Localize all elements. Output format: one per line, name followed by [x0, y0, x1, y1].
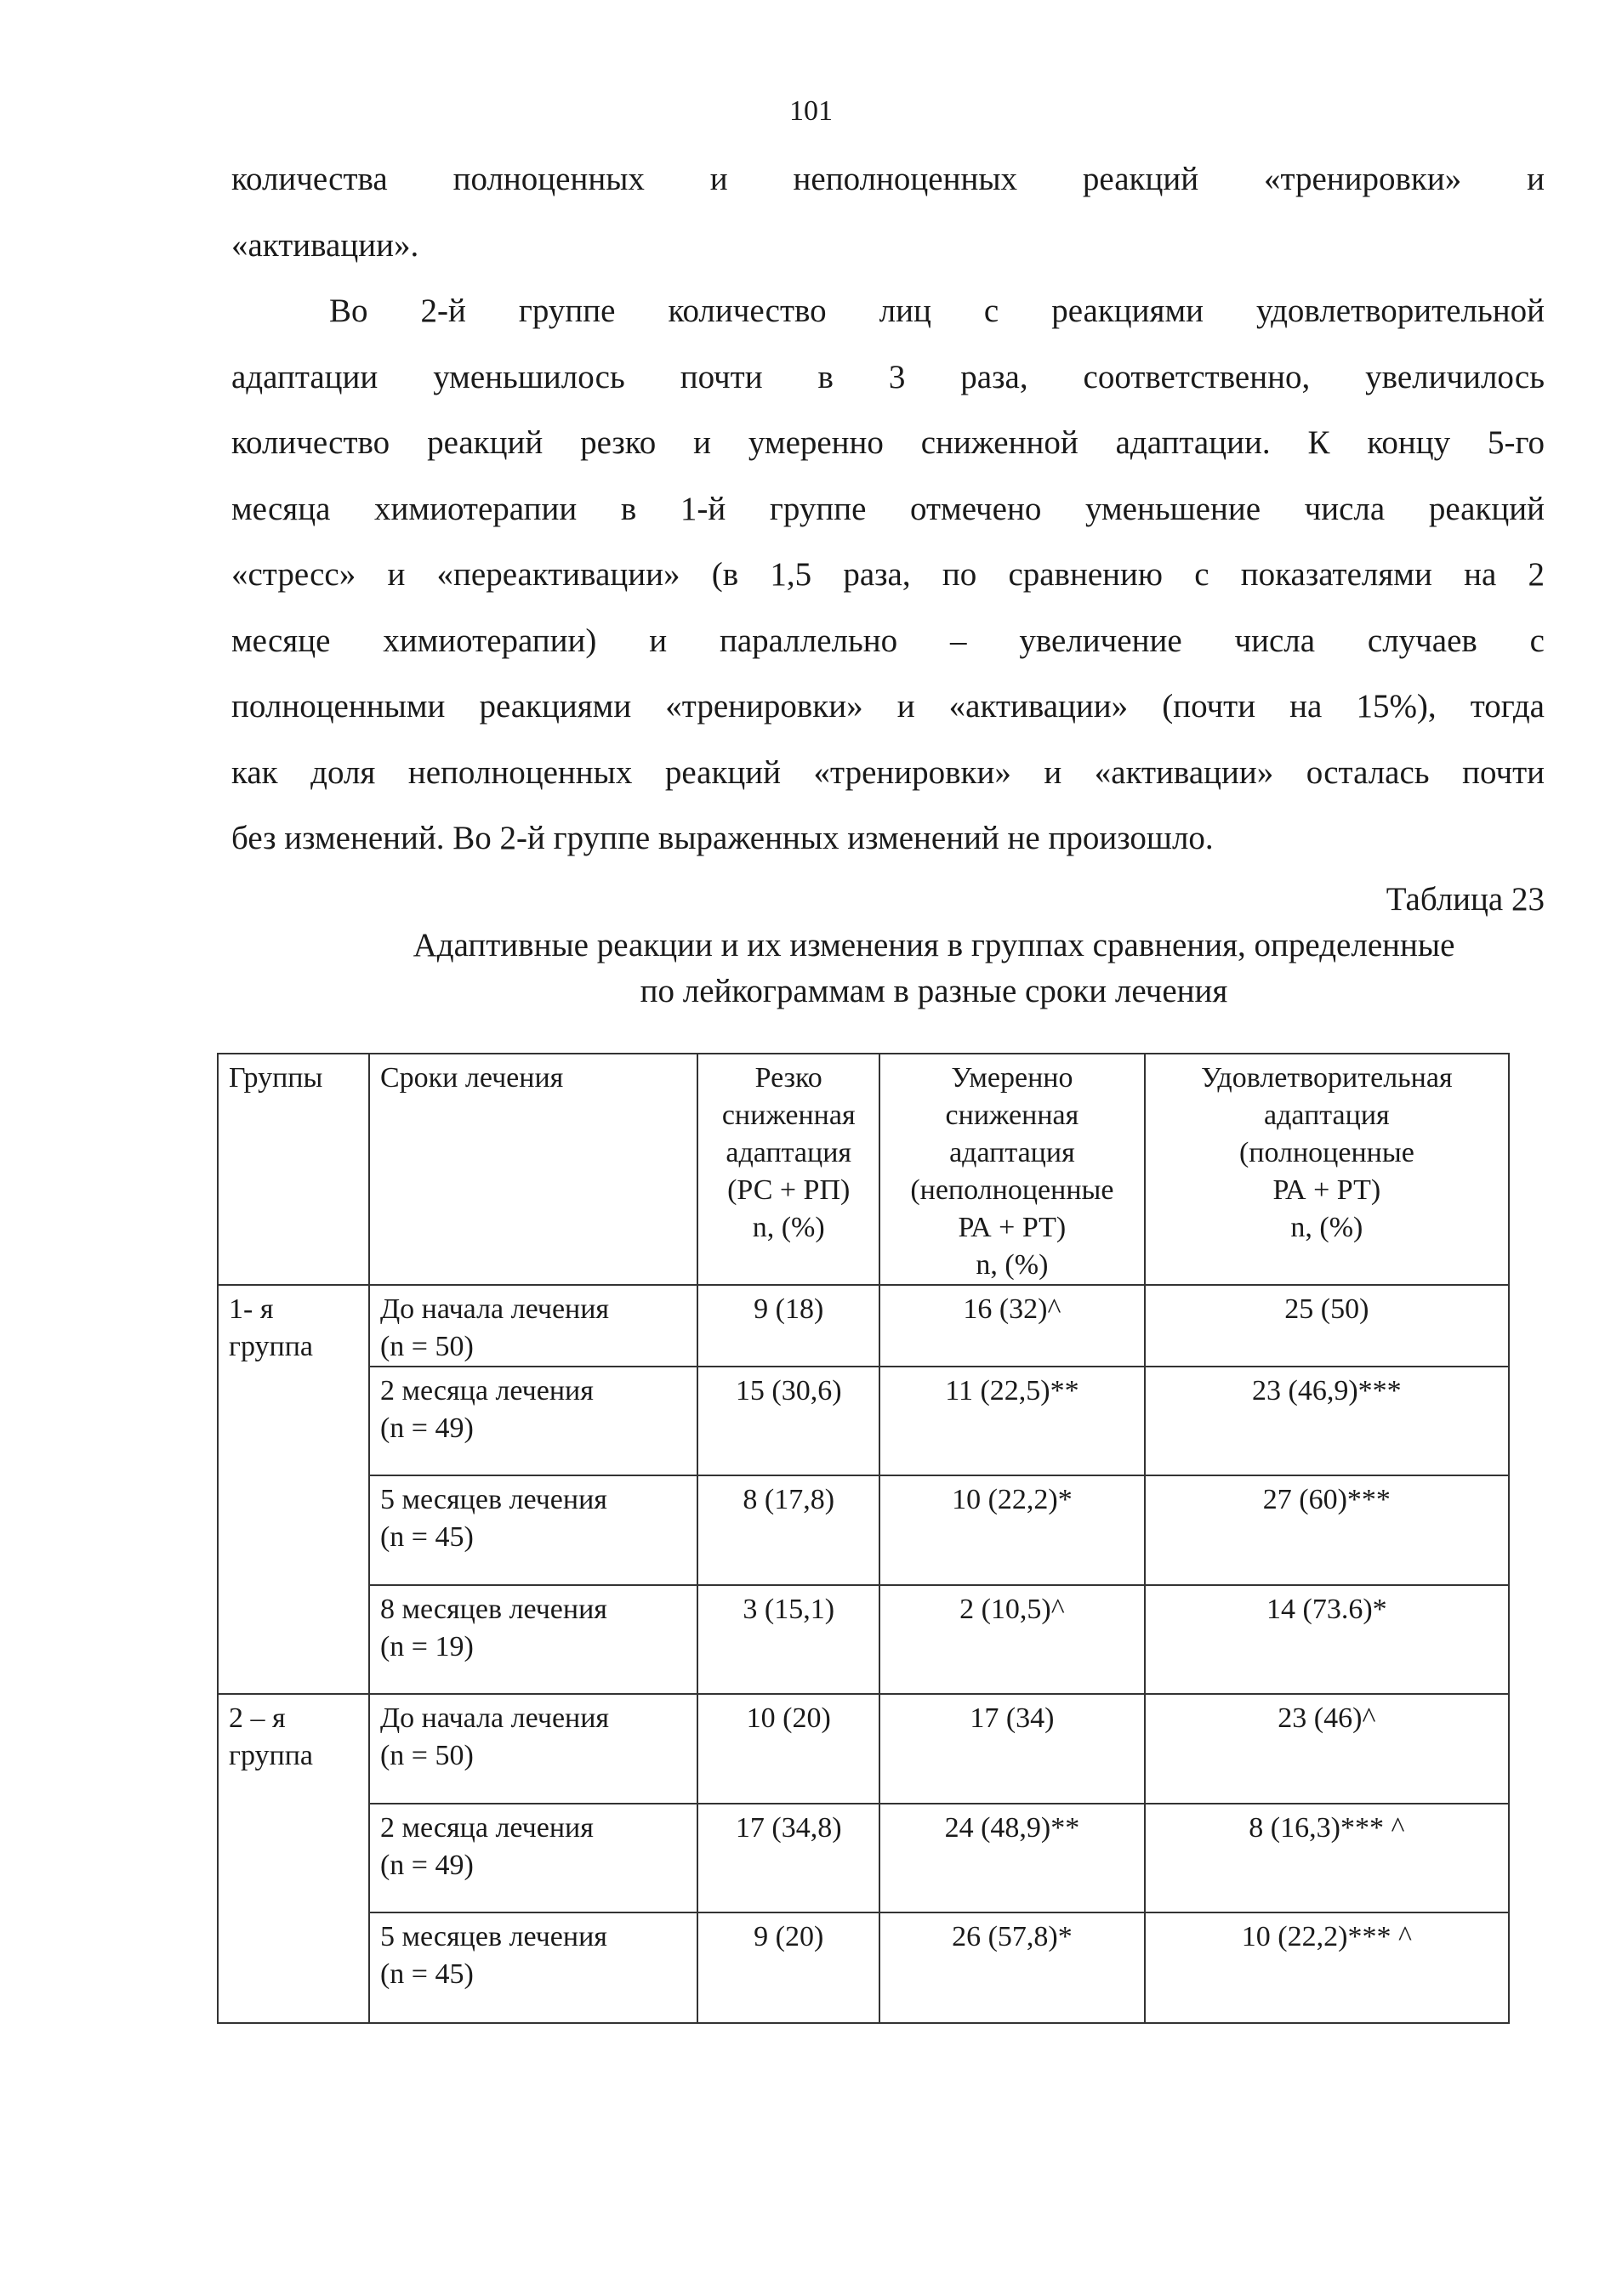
header-line: РА + РТ) [958, 1212, 1067, 1243]
table-row [218, 1804, 1509, 1912]
sharp-cell: 15 (30,6) [697, 1367, 879, 1475]
header-line: адаптация [949, 1137, 1075, 1168]
group-label-line: группа [229, 1740, 313, 1771]
header-line: сниженная [721, 1100, 856, 1131]
period-cell [369, 1694, 697, 1804]
period-n: (n = 45) [379, 1958, 474, 1990]
header-moderate [879, 1054, 1145, 1285]
group-label-line: 1- я [229, 1293, 274, 1325]
group-label [218, 1285, 369, 1694]
table-number-label: Таблица 23 [1386, 881, 1545, 918]
paragraph-line: месяца химиотерапии в 1-й группе отмечено уменьшение числа реакций [231, 490, 1545, 527]
table-row [218, 1367, 1509, 1475]
satisfactory-cell: 23 (46,9)*** [1145, 1367, 1509, 1475]
period-text: До начала лечения [379, 1702, 610, 1734]
header-line: n, (%) [976, 1249, 1049, 1281]
table-row [218, 1475, 1509, 1585]
header-line: адаптация [726, 1137, 852, 1168]
satisfactory-cell: 14 (73.6)* [1145, 1585, 1509, 1694]
period-text: 2 месяца лечения [379, 1812, 594, 1844]
period-text: 5 месяцев лечения [379, 1484, 607, 1515]
moderate-cell: 10 (22,2)* [879, 1475, 1145, 1585]
header-line: (неполноценные [910, 1174, 1114, 1206]
paragraph-line: количество реакций резко и умеренно сниженной адаптации. К концу 5-го [231, 424, 1545, 461]
table-row [218, 1585, 1509, 1694]
period-text: 8 месяцев лечения [379, 1594, 607, 1625]
sharp-cell: 8 (17,8) [697, 1475, 879, 1585]
header-line: сниженная [945, 1100, 1079, 1131]
sharp-cell: 3 (15,1) [697, 1585, 879, 1694]
table-title-line: по лейкограммам в разные сроки лечения [640, 973, 1228, 1009]
period-n: (n = 49) [379, 1412, 474, 1444]
table-title [316, 923, 1551, 1014]
satisfactory-cell: 27 (60)*** [1145, 1475, 1509, 1585]
group-label [218, 1694, 369, 2023]
table-row [218, 1694, 1509, 1804]
satisfactory-cell: 8 (16,3)*** ^ [1145, 1804, 1509, 1912]
period-text: 5 месяцев лечения [379, 1921, 607, 1952]
group-label-line: 2 – я [229, 1702, 286, 1734]
header-line: n, (%) [1290, 1212, 1363, 1243]
period-n: (n = 45) [379, 1521, 474, 1553]
header-groups: Группы [218, 1054, 369, 1285]
period-cell [369, 1367, 697, 1475]
period-text: 2 месяца лечения [379, 1375, 594, 1407]
period-cell [369, 1285, 697, 1367]
moderate-cell: 2 (10,5)^ [879, 1585, 1145, 1694]
header-satisfactory [1145, 1054, 1509, 1285]
sharp-cell: 17 (34,8) [697, 1804, 879, 1912]
moderate-cell: 24 (48,9)** [879, 1804, 1145, 1912]
header-line: адаптация [1264, 1100, 1390, 1131]
period-cell [369, 1585, 697, 1694]
table-row [218, 1285, 1509, 1367]
sharp-cell: 10 (20) [697, 1694, 879, 1804]
paragraph-line: Во 2-й группе количество лиц с реакциями удовлетворительной [329, 293, 1545, 329]
paragraph-line: «активации». [231, 226, 419, 264]
paragraph-line: полноценными реакциями «тренировки» и «активации» (почти на 15%), тогда [231, 688, 1545, 725]
paragraph-line: «стресс» и «переактивации» (в 1,5 раза, по сравнению с показателями на 2 [231, 556, 1545, 593]
page-number: 101 [789, 95, 833, 127]
sharp-cell: 9 (18) [697, 1285, 879, 1367]
adaptation-table [217, 1053, 1510, 2024]
satisfactory-cell: 25 (50) [1145, 1285, 1509, 1367]
period-text: До начала лечения [379, 1293, 610, 1325]
period-cell [369, 1912, 697, 2023]
sharp-cell: 9 (20) [697, 1912, 879, 2023]
paragraph-line: месяце химиотерапии) и параллельно – увеличение числа случаев с [231, 622, 1545, 659]
header-line: РА + РТ) [1272, 1174, 1381, 1206]
period-cell [369, 1804, 697, 1912]
body-paragraphs [231, 146, 1545, 872]
period-n: (n = 50) [379, 1740, 474, 1771]
header-line: Удовлетворительная [1201, 1062, 1453, 1094]
period-n: (n = 49) [379, 1850, 474, 1881]
period-n: (n = 19) [379, 1631, 474, 1662]
header-line: n, (%) [752, 1212, 825, 1243]
table-header-row [218, 1054, 1509, 1285]
moderate-cell: 26 (57,8)* [879, 1912, 1145, 2023]
header-line: Резко [754, 1062, 822, 1094]
period-n: (n = 50) [379, 1331, 474, 1362]
moderate-cell: 11 (22,5)** [879, 1367, 1145, 1475]
header-period: Сроки лечения [369, 1054, 697, 1285]
paragraph-line: без изменений. Во 2-й группе выраженных изменений не произошло. [231, 820, 1214, 856]
paragraph-line: адаптации уменьшилось почти в 3 раза, соответственно, увеличилось [231, 358, 1545, 395]
header-line: Умеренно [951, 1062, 1073, 1094]
moderate-cell: 16 (32)^ [879, 1285, 1145, 1367]
period-cell [369, 1475, 697, 1585]
header-line: (РС + РП) [727, 1174, 851, 1206]
satisfactory-cell: 10 (22,2)*** ^ [1145, 1912, 1509, 2023]
table-row [218, 1912, 1509, 2023]
paragraph-line: количества полноценных и неполноценных реакций «тренировки» и [231, 161, 1545, 197]
paragraph-line: как доля неполноценных реакций «тренировки» и «активации» осталась почти [231, 753, 1545, 791]
satisfactory-cell: 23 (46)^ [1145, 1694, 1509, 1804]
table-title-line: Адаптивные реакции и их изменения в группах сравнения, определенные [413, 927, 1455, 963]
moderate-cell: 17 (34) [879, 1694, 1145, 1804]
header-line: (полноценные [1238, 1137, 1414, 1168]
header-sharp [697, 1054, 879, 1285]
group-label-line: группа [229, 1331, 313, 1362]
